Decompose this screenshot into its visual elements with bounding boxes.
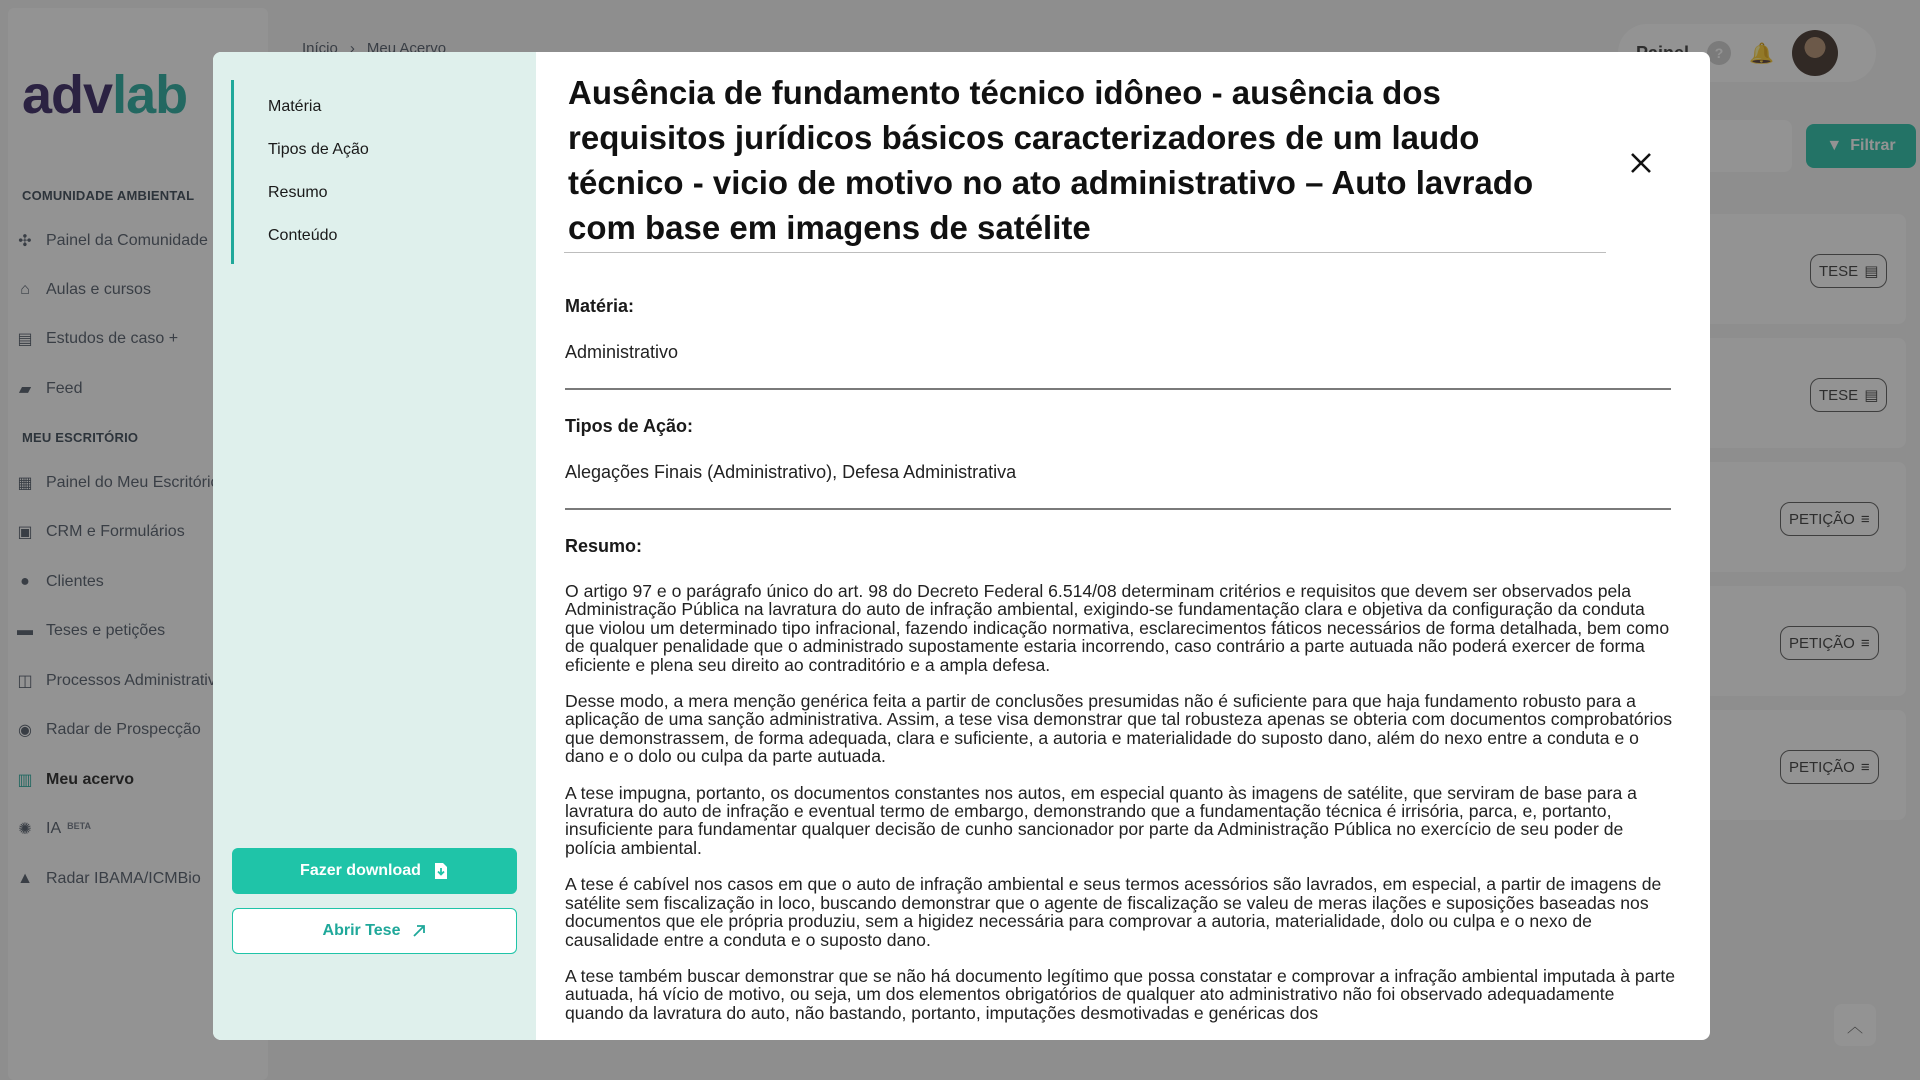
materia-value: Administrativo <box>565 342 679 362</box>
close-button[interactable] <box>1624 146 1658 180</box>
divider <box>565 388 1671 390</box>
download-button[interactable]: Fazer download <box>232 848 517 894</box>
nav-item-tipos-acao[interactable]: Tipos de Ação <box>268 141 369 158</box>
divider <box>565 508 1671 510</box>
nav-item-resumo[interactable]: Resumo <box>268 184 328 201</box>
close-icon <box>1629 151 1653 175</box>
modal-title: Ausência de fundamento técnico idôneo - ausência dos requisitos jurídicos básicos caracterizadores de um laudo técnico - vicio de motivo no ato administrativo – Auto lavrado com base em imagens de satélite <box>568 74 1534 246</box>
resumo-paragraph: A tese impugna, portanto, os documentos constantes nos autos, em especial quanto às imagens de satélite, que serviram de base para a lavratura do auto de infração e eventual termo de embargo, demonstrando que a fundamentação técnica é irrisória, parca, e, portanto, insuficiente para fundamentar qualquer decisão de cunho sancionador por parte da Administração Pública no exercício de seu poder de polícia ambiental. <box>565 782 1637 858</box>
nav-item-conteudo[interactable]: Conteúdo <box>268 227 338 244</box>
open-thesis-button[interactable]: Abrir Tese <box>232 908 517 954</box>
nav-indicator <box>231 80 234 264</box>
resumo-paragraph: O artigo 97 e o parágrafo único do art. 98 do Decreto Federal 6.514/08 determinam critérios e requisitos que devem ser observados pela Administração Pública na lavratura do auto de infração ambiental, exigindo-se fundamentação clara e objetiva da configuração da conduta que violou um determinado tipo infracional, fazendo indicação normativa, esclarecimentos fáticos necessários de forma detalhada, bem como de qualquer penalidade que o administrado supostamente estaria incorrendo, caso contrário a parte autuada não poderá exercer de forma eficiente e plena seu direito ao contraditório e a ampla defesa. <box>565 581 1670 675</box>
resumo-paragraph: Desse modo, a mera menção genérica feita a partir de conclusões presumidas não é suficiente para que haja fundamento robusto para a aplicação de uma sanção administrativa. Assim, a tese visa demonstrar que tal robusteza apenas se obteria com documentos comprobatórios que demonstrassem, de forma adequada, clara e suficiente, a autoria e materialidade do suposto dano, além do nexo entre a conduta e o dano e o dolo ou culpa da parte autuada. <box>565 691 1673 767</box>
resumo-label: Resumo: <box>565 536 643 556</box>
resumo-text <box>565 582 1675 1040</box>
thesis-detail-modal <box>213 52 1710 1040</box>
nav-item-materia[interactable]: Matéria <box>268 98 322 115</box>
title-divider <box>564 252 1606 253</box>
modal-content <box>536 52 1710 1040</box>
file-download-icon <box>433 862 449 880</box>
materia-label: Matéria: <box>565 296 635 316</box>
resumo-paragraph: A tese é cabível nos casos em que o auto de infração ambiental e seus termos acessórios são lavrados, em especial, a partir de imagens de satélite sem fiscalização in loco, buscando demonstrar que o agente de fiscalização se valeu de meras ilações e suposições baseadas nos documentos que ele própria produziu, sem a higidez necessária para comprovar a autoria, materialidade, dolo ou culpa e o nexo de causalidade entre a conduta e o suposto dano. <box>565 874 1662 950</box>
arrow-up-right-icon <box>412 924 426 938</box>
modal-section-nav <box>213 52 536 1040</box>
resumo-paragraph: A tese também buscar demonstrar que se não há documento legítimo que possa constatar e comprovar a infração ambiental imputada à parte autuada, há vício de motivo, ou seja, um dos elementos obrigatórios de qualquer ato administrativo não foi observado adequadamente quando da lavratura do auto, não bastando, portanto, imputações desmotivadas e genéricas dos <box>565 965 1676 1023</box>
tipos-acao-label: Tipos de Ação: <box>565 416 694 436</box>
tipos-acao-value: Alegações Finais (Administrativo), Defesa Administrativa <box>565 462 1017 482</box>
